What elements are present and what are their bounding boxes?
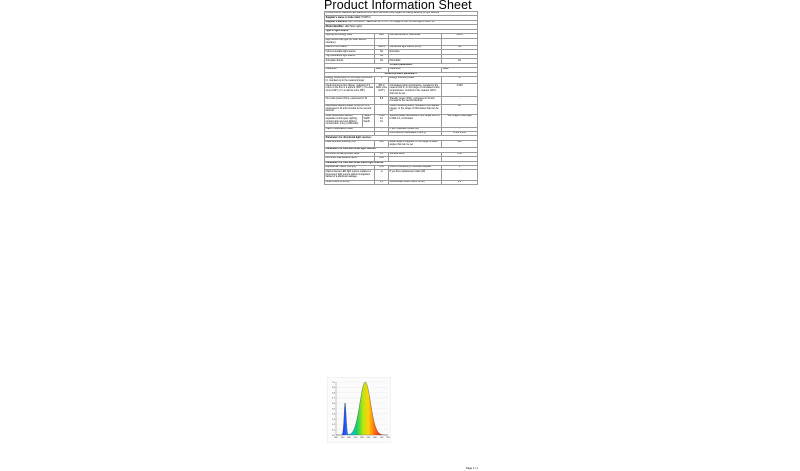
table-row bbox=[325, 84, 478, 97]
spectral-power-distribution-chart bbox=[327, 377, 391, 443]
param-label: Correlated colour temperature, rounded to the nearest 100 K, or the range of correlated colour temperatures, rounded to the nearest 100 K, that can be set bbox=[389, 83, 440, 96]
param-value: - bbox=[442, 127, 478, 131]
param-value: No bbox=[375, 59, 389, 63]
x-tick-label: 580 bbox=[360, 437, 364, 439]
table-row bbox=[325, 104, 478, 114]
param-value: 1,00 bbox=[442, 152, 478, 156]
x-tick-label: 430 bbox=[340, 437, 345, 439]
table-row bbox=[325, 140, 478, 147]
param-value: NMLS bbox=[375, 45, 389, 49]
param-label: Chromaticity coordinates (x and y) bbox=[389, 132, 442, 136]
param-value: 9 bbox=[375, 76, 389, 83]
param-value: No bbox=[375, 50, 389, 54]
section-header: Parameters for LED and OLED mains light sources: bbox=[325, 161, 478, 165]
param-value: See image in last page bbox=[442, 114, 478, 127]
param-label: Standby power (Psb), expressed in W and rounded to the second decimal bbox=[389, 97, 442, 104]
param-label: High luminance light source: bbox=[325, 54, 375, 58]
param-value: 450 in Wide cone (120°) bbox=[375, 84, 389, 97]
y-tick-label: 0.7 bbox=[331, 397, 335, 400]
supplier-address: Supplier's address: DET PRODUCT SERVICE SP. Z O.O., Ul. Dluga 33 102, 05-100 Zgierz ozero, PL bbox=[325, 20, 478, 24]
param-label: Envelope: bbox=[389, 50, 442, 54]
table-row bbox=[325, 76, 478, 83]
param-value: No bbox=[442, 59, 478, 63]
supplier-name: Supplier's name or trade mark: HOZHUI bbox=[325, 16, 478, 20]
param-label: Peak luminous intensity (cd) bbox=[325, 140, 375, 147]
x-tick-label: 680 bbox=[373, 437, 377, 439]
table-row bbox=[325, 180, 478, 184]
param-label: Mains or non-mains: bbox=[325, 45, 375, 49]
param-value: / bbox=[375, 38, 389, 45]
param-label: Dimmable: bbox=[389, 59, 442, 63]
param-label: displacement factor (cos φ1) bbox=[325, 165, 375, 169]
param-label: Energy consumption in on-mode (kWh/1000 h), rounded up to the nearest integer bbox=[325, 76, 375, 83]
param-label: Light source cap-type (or other electric interface) bbox=[325, 38, 375, 45]
page-footer: Page 1 / 1 bbox=[466, 467, 478, 470]
table-row bbox=[325, 170, 478, 180]
section-header: General product parameters: bbox=[325, 72, 478, 76]
y-tick-label: 0.0 bbox=[331, 434, 335, 437]
param-value: 15 bbox=[375, 152, 389, 156]
y-tick-label: 0.3 bbox=[331, 418, 335, 421]
param-label: Stroboscopic effect metric (SVM) bbox=[389, 180, 442, 184]
y-tick-label: 0.8 bbox=[331, 392, 335, 395]
param-value: 80 bbox=[442, 104, 478, 114]
param-label: Connected light source (CLS): bbox=[389, 45, 442, 49]
param-label: Claims that an LED light source replaces a fluorescent light source without integrated ballast of a particular wattage. bbox=[325, 170, 375, 180]
table-row bbox=[325, 97, 478, 104]
param-value bbox=[442, 38, 478, 45]
param-label: Flicker metric (Pst LM) bbox=[325, 180, 375, 184]
param-label: Lighting technology used: bbox=[325, 34, 375, 38]
y-tick-label: 1.0 bbox=[331, 381, 335, 384]
param-value: - bbox=[442, 97, 478, 104]
section-header: Product parameters bbox=[325, 63, 478, 67]
section-header: Type of light source: bbox=[325, 29, 478, 33]
param-value: -a bbox=[375, 170, 389, 180]
param-label bbox=[389, 38, 442, 45]
section-header: Parameters for LED and OLED light sources: bbox=[325, 148, 478, 152]
section-header: Parameters for directional light sources: bbox=[325, 136, 478, 140]
param-label: the lumen maintenance factor bbox=[325, 157, 375, 161]
param-value: 0,4 bbox=[442, 180, 478, 184]
param-value: - bbox=[375, 127, 389, 131]
regulation-text: COMMISSION DELEGATED REGULATION (EU) 2019/2015 with regard to energy labelling of light sources bbox=[325, 12, 478, 16]
param-label: If yes then replacement claim (W) bbox=[389, 170, 442, 180]
info-table bbox=[324, 11, 478, 185]
column-header: Parameter bbox=[389, 68, 442, 72]
x-tick-label: 480 bbox=[347, 437, 351, 439]
y-tick-label: 0.5 bbox=[331, 408, 335, 411]
param-value: 0,443 0,410 bbox=[442, 132, 478, 136]
param-value: G bbox=[442, 76, 478, 83]
param-value: 0,90 bbox=[375, 165, 389, 169]
param-label: On-mode power (Pon), expressed in W bbox=[325, 97, 375, 104]
param-value: - bbox=[375, 104, 389, 114]
param-label: Energy efficiency class bbox=[389, 76, 442, 83]
param-label: Claim of equivalent power bbox=[325, 127, 375, 131]
y-tick-label: 0.1 bbox=[331, 429, 335, 432]
param-label: If yes, equivalent power (W) bbox=[389, 127, 442, 131]
param-value: - bbox=[442, 50, 478, 54]
param-label: Colour consistency in McAdam ellipses bbox=[389, 165, 442, 169]
param-value: 808 bbox=[375, 140, 389, 147]
table-row bbox=[325, 38, 478, 45]
param-value: 8,6 bbox=[375, 97, 389, 104]
param-label: Colour-tuneable light source: bbox=[325, 50, 375, 54]
param-label: Useful luminous flux (Φuse), indicating if it refers to the flux in a sphere (360°), in a wide cone (120°) or in a narrow cone (90°) bbox=[325, 84, 375, 97]
param-label: Anti-glare shield: bbox=[325, 59, 375, 63]
column-header: Value bbox=[442, 68, 478, 72]
x-tick-label: 530 bbox=[353, 437, 358, 439]
param-value: 180 bbox=[442, 140, 478, 147]
y-tick-label: 0.6 bbox=[331, 403, 335, 405]
table-row bbox=[325, 114, 478, 127]
x-tick-label: 780 bbox=[386, 437, 390, 439]
param-value: No bbox=[375, 54, 389, 58]
dimension-values: 3 000 10 10 bbox=[375, 114, 389, 127]
param-label: Non-directional or directional: bbox=[389, 34, 442, 38]
param-label: Survival factor bbox=[389, 152, 442, 156]
param-label: Beam angle in degrees, or the range of beam angles that can be set bbox=[389, 140, 442, 147]
param-label: Networked standby power (Pnet) for CLS, expressed in W and rounded to the second decimal bbox=[325, 104, 375, 114]
param-label: R9 colour rendering index value bbox=[325, 152, 375, 156]
dimension-labels: Height Width Depth bbox=[363, 114, 375, 127]
y-tick-label: 0.4 bbox=[331, 413, 335, 416]
column-header: Parameter bbox=[325, 68, 375, 72]
model-identifier: Model identifier: LED Strip Lights bbox=[325, 25, 478, 29]
x-tick-label: 630 bbox=[366, 437, 371, 439]
sheet-title: Product Information Sheet bbox=[324, 0, 472, 12]
param-value: 0,1 bbox=[375, 180, 389, 184]
param-value: - bbox=[442, 170, 478, 180]
param-value: 0,98 bbox=[375, 157, 389, 161]
y-tick-label: 0.9 bbox=[331, 387, 335, 390]
param-label: Outer dimensions without separate control gear, lighting control parts and non-lighting control parts, if any (millimetre) bbox=[325, 114, 363, 127]
param-value: LED bbox=[375, 34, 389, 38]
param-value: No bbox=[442, 45, 478, 49]
param-value: 3 bbox=[442, 165, 478, 169]
x-tick-label: 380 bbox=[334, 437, 338, 439]
param-value: NDLS bbox=[442, 34, 478, 38]
x-tick-label: 730 bbox=[379, 437, 384, 439]
param-value: 3 000 bbox=[442, 84, 478, 97]
column-header: Value bbox=[375, 68, 389, 72]
param-label: Colour rendering index, rounded to the nearest integer, or the range of CRI-values that can be set bbox=[389, 104, 442, 114]
param-label: Spectral power distribution in the range 250 nm to 800 nm, at full-load bbox=[389, 114, 442, 127]
product-information-sheet bbox=[324, 0, 477, 185]
y-tick-label: 0.2 bbox=[331, 424, 335, 427]
